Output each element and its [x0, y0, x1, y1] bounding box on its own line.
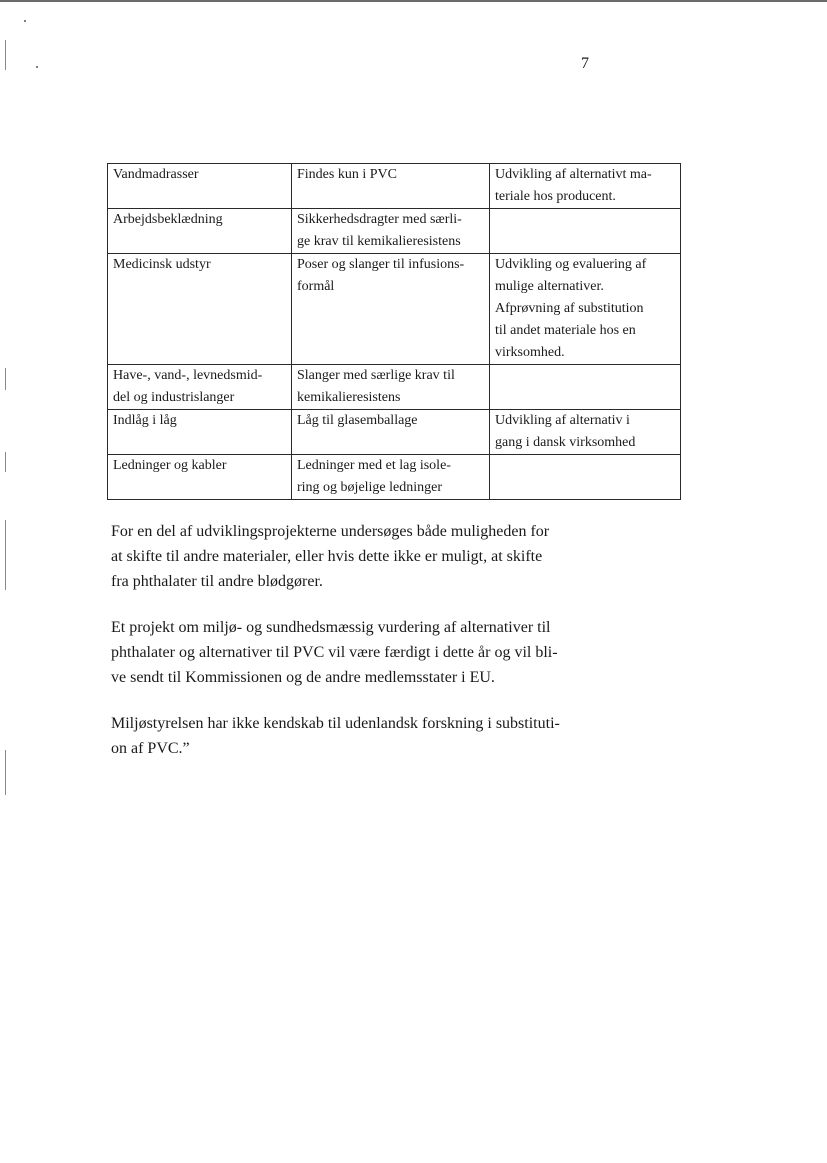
scan-margin-mark: [5, 750, 6, 795]
body-paragraph: For en del af udviklingsprojekterne undersøges både muligheden for at skifte til andre materialer, eller hvis dette ikke er muligt, at skifte fra phthalater til andre blødgører.: [111, 523, 550, 590]
use-text: Slanger med særlige krav til kemikalieresistens: [297, 368, 455, 405]
page-number: 7: [581, 55, 589, 72]
status-text: Udvikling af alternativ i gang i dansk virksomhed: [495, 413, 636, 450]
use-cell: [292, 209, 490, 254]
product-cell: [108, 254, 292, 365]
product-cell: [108, 164, 292, 209]
product-cell: [108, 455, 292, 500]
use-cell: [292, 164, 490, 209]
product-cell: [108, 365, 292, 410]
status-cell: [490, 254, 681, 365]
use-cell: [292, 410, 490, 455]
table-row: [108, 365, 681, 410]
use-text: Ledninger med et lag isole- ring og bøjelige ledninger: [297, 458, 451, 495]
use-text: Sikkerhedsdragter med særli- ge krav til kemikalieresistens: [297, 212, 462, 249]
status-text: Udvikling af alternativt ma- teriale hos producent.: [495, 167, 652, 204]
status-text: Udvikling og evaluering af mulige alternativer. Afprøvning af substitution til andet materiale hos en virksomhed.: [495, 257, 647, 360]
product-cell: [108, 410, 292, 455]
product-text: Ledninger og kabler: [113, 458, 227, 473]
use-cell: [292, 254, 490, 365]
use-cell: [292, 365, 490, 410]
status-cell: [490, 164, 681, 209]
table-row: [108, 254, 681, 365]
status-cell: [490, 209, 681, 254]
use-text: Poser og slanger til infusions- formål: [297, 257, 465, 294]
scan-speck: [36, 66, 38, 68]
table-row: [108, 455, 681, 500]
product-cell: [108, 209, 292, 254]
table-row: [108, 209, 681, 254]
scan-top-edge: [0, 0, 827, 2]
status-cell: [490, 365, 681, 410]
pvc-substitution-table: [107, 163, 681, 500]
scan-margin-mark: [5, 368, 6, 390]
scan-speck: [24, 20, 26, 22]
use-text: Låg til glasemballage: [297, 413, 418, 428]
product-text: Have-, vand-, levnedsmid- del og industrislanger: [113, 368, 263, 405]
use-cell: [292, 455, 490, 500]
product-text: Indlåg i låg: [113, 413, 177, 428]
table-row: [108, 410, 681, 455]
product-text: Arbejdsbeklædning: [113, 212, 223, 227]
scan-margin-mark: [5, 40, 6, 70]
body-paragraph: Et projekt om miljø- og sundhedsmæssig vurdering af alternativer til phthalater og alternativer til PVC vil være færdigt i dette år og vil bli- ve sendt til Kommissionen og de andre medlemsstater i EU.: [111, 619, 558, 686]
status-cell: [490, 410, 681, 455]
status-cell: [490, 455, 681, 500]
product-text: Vandmadrasser: [113, 167, 199, 182]
use-text: Findes kun i PVC: [297, 167, 397, 182]
body-paragraph: Miljøstyrelsen har ikke kendskab til udenlandsk forskning i substituti- on af PVC.”: [111, 715, 560, 757]
product-text: Medicinsk udstyr: [113, 257, 211, 272]
scan-margin-mark: [5, 452, 6, 472]
scan-margin-mark: [5, 520, 6, 590]
table-row: [108, 164, 681, 209]
